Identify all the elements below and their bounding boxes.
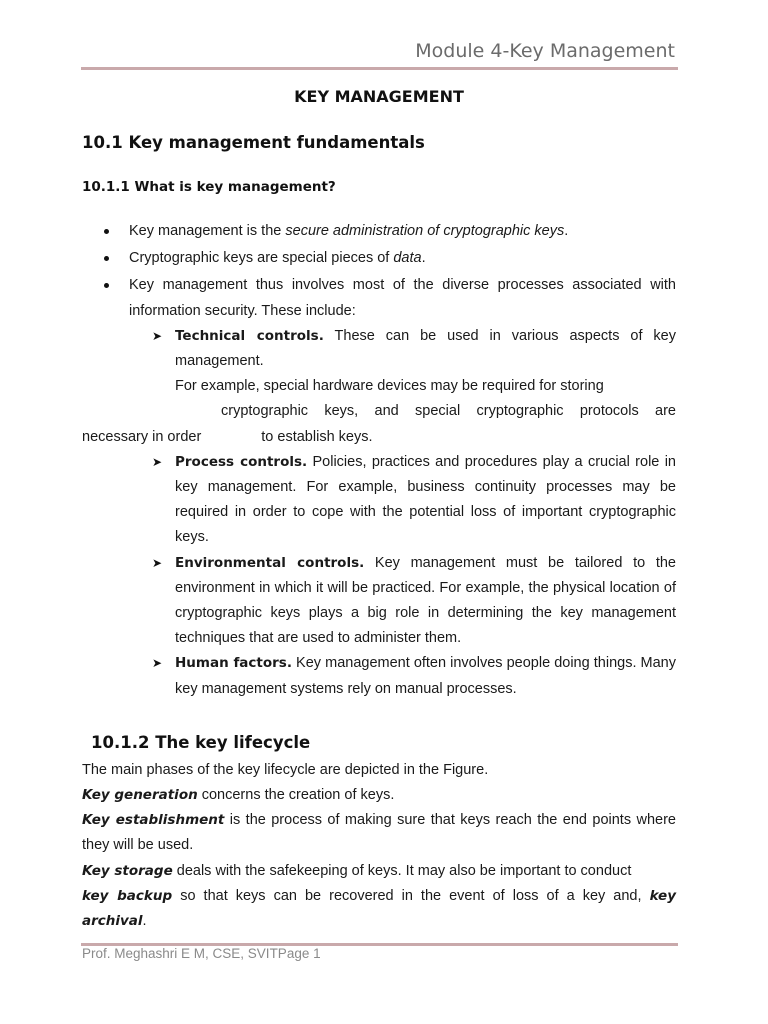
control-item-process <box>82 450 676 551</box>
bullet-icon <box>104 283 109 288</box>
bullet-list <box>82 219 676 324</box>
list-item <box>82 219 676 244</box>
control-body: Policies, practices and procedures play a crucial role in key management. For example, business continuity processes may be required in order to cope with the potential loss of important cryptographic keys. <box>175 453 676 546</box>
term-text: so that keys can be recovered in the event of loss of a key and, <box>172 887 642 904</box>
lifecycle-paragraph <box>82 884 676 934</box>
lifecycle-paragraph <box>82 783 676 808</box>
term: Key generation <box>82 787 198 804</box>
bullet-text: Key management thus involves most of the diverse processes associated with information security. These include: <box>129 277 676 319</box>
example-line-3 <box>82 425 676 450</box>
running-header: Module 4-Key Management <box>415 40 675 62</box>
example-line-3b: to establish keys. <box>261 428 373 445</box>
control-lead: Human factors. <box>175 655 292 672</box>
arrow-bullet-icon: ➤ <box>152 555 163 570</box>
control-lead: Environmental controls. <box>175 554 365 571</box>
subsection-heading-2: 10.1.2 The key lifecycle <box>91 732 311 752</box>
control-item-technical <box>82 324 676 374</box>
control-body: Key management often involves people doing things. Many key management systems rely on manual processes. <box>175 655 677 697</box>
term: Key storage <box>82 862 173 879</box>
list-item <box>82 246 676 271</box>
control-lead: Technical controls. <box>175 327 324 344</box>
term: key backup <box>82 887 173 904</box>
bullet-emphasis: secure administration of cryptographic keys <box>285 223 565 239</box>
arrow-bullet-icon: ➤ <box>152 454 163 469</box>
control-body: Key management must be tailored to the environment in which it will be practiced. For example, the physical location of cryptographic keys plays a big role in determining the key management techniques that are used to administer them. <box>175 554 676 647</box>
lifecycle-paragraph <box>82 859 676 884</box>
bullet-text: Key management is the <box>129 223 286 239</box>
bullet-text-end: . <box>564 223 569 239</box>
bullet-icon <box>104 256 109 261</box>
bullet-icon <box>104 229 109 234</box>
example-line-2: cryptographic keys, and special cryptographic protocols are <box>221 403 676 420</box>
page-footer: Prof. Meghashri E M, CSE, SVITPage 1 <box>82 946 321 961</box>
arrow-bullet-icon: ➤ <box>152 328 163 343</box>
header-rule <box>81 67 678 70</box>
arrow-bullet-icon: ➤ <box>152 656 163 671</box>
control-body: These can be used in various aspects of key management. <box>175 327 676 370</box>
control-lead: Process controls. <box>175 453 308 470</box>
bullet-text-end: . <box>421 250 426 267</box>
example-line-3a: necessary in order <box>82 428 202 445</box>
subsection-heading-1: 10.1.1 What is key management? <box>82 179 336 195</box>
example-line-1: For example, special hardware devices may be required for storing <box>175 378 604 395</box>
control-item-human <box>82 651 676 701</box>
page-body <box>82 86 676 934</box>
section-heading: 10.1 Key management fundamentals <box>82 133 425 152</box>
term: Key establishment <box>82 812 225 829</box>
term: key archival <box>82 887 677 930</box>
bullet-emphasis: data <box>393 250 422 267</box>
term-text: deals with the safekeeping of keys. It may also be important to conduct <box>172 862 632 879</box>
lifecycle-paragraph <box>82 808 676 858</box>
lifecycle-intro: The main phases of the key lifecycle are depicted in the Figure. <box>82 761 489 778</box>
document-title: KEY MANAGEMENT <box>294 87 464 106</box>
list-item <box>82 273 676 323</box>
control-item-environmental <box>82 551 676 652</box>
term-text: is the process of making sure that keys reach the end points where they will be used. <box>82 812 676 854</box>
bullet-text: Cryptographic keys are special pieces of <box>129 250 394 267</box>
term-text-end: . <box>142 913 147 930</box>
term-text: concerns the creation of keys. <box>197 787 395 804</box>
